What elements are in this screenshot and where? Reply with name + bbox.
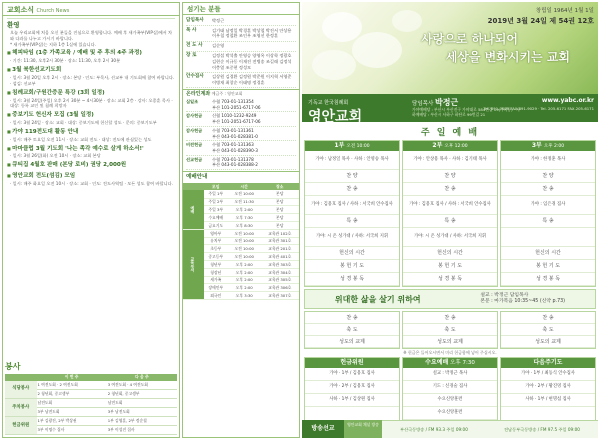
schedule-cell: 오후 8:30 <box>228 221 260 229</box>
worship-panel <box>302 2 598 438</box>
church-address: 가야예배당 : 부산시 부산진구 가야대로 584번길 19(가야동) · 사하예배당 : 부산시 사하구 하단로 99번길 21 <box>412 107 520 117</box>
sermon-box <box>304 289 596 309</box>
service-row <box>5 417 177 426</box>
account-row <box>186 112 296 126</box>
closing-item: 찬 송 <box>501 312 595 324</box>
schedule-cell: 오전 10:00 <box>228 253 260 261</box>
service-time: 오후 12:00 <box>444 144 468 149</box>
staff-names: 박정근 <box>212 17 225 23</box>
news-item-detail: · 일시: 3월 26일(화) 오전 10시 · 장소: 교회 본당 <box>10 153 101 159</box>
church-website[interactable]: www.yabc.or.kr <box>541 97 594 104</box>
staff-row <box>186 16 296 26</box>
sermon-preacher: 설교 : 박정근 담임목사 <box>480 292 529 298</box>
news-item-detail: · 일시: 3월 24일 · 장소: 교회 · 대상: 중보기도에 헌신할 성도 · 문의: 중보기도부 <box>10 120 157 126</box>
order-item: 특 송 <box>305 215 399 228</box>
order-item: 찬 양 <box>305 170 399 183</box>
schedule-cell: 오전 10:00 <box>228 229 260 237</box>
worship-title: 주 일 예 배 <box>420 128 480 138</box>
event-title <box>403 358 497 368</box>
news-item <box>7 112 175 126</box>
order-item: 특 송 <box>403 215 497 228</box>
order-item: 성 경 봉 독 <box>403 273 497 286</box>
news-item-title: ■ 중보기도 헌신자 모집 (3월 일정) <box>7 112 175 120</box>
service-this-week: 남전도회 <box>37 399 107 408</box>
schedule-cell: 오후 2:00 <box>228 206 260 214</box>
service-number: 2부 <box>432 142 445 149</box>
account-number: 부산 101-2051-6717-06 <box>212 104 261 110</box>
event-title-text: 수요예배 <box>425 359 449 366</box>
service-label: 주차봉사 <box>5 399 37 417</box>
order-item: 성 경 봉 독 <box>501 273 595 286</box>
welcome-heading: 환영 <box>7 18 175 30</box>
schedule-cell: 주일 2부 <box>204 198 228 206</box>
staff-names: 김정섭 박석출 안영승 양영옥 이상학 정광호 김현순 이규동 이재진 전병송 조길래 김정석 이충열 조중현 정성모 <box>212 53 292 70</box>
online-holder: 예금주 : 영안교회 <box>211 91 243 97</box>
account-number: 부산 043-01-028388-2 <box>212 162 258 168</box>
footer-bar <box>302 420 598 438</box>
news-item-detail: · 일시: 3월 24일(주일) 오후 2시 30분 ~ 4시30분 · 장소: 교회 2층 · 강사: 오종훈 목사 · 대상: 등록 교인 및 침례 희망자 <box>10 97 173 109</box>
staff-role: 안수집사 <box>186 74 204 80</box>
schedule-cell: 교육관 305호 <box>260 276 299 284</box>
schedule-cell: 교육관 102호 <box>260 229 299 237</box>
news-item <box>7 50 175 64</box>
service-next-week: 3 여전도회 · 4 여전도회 <box>107 381 177 390</box>
radio-info <box>382 420 598 438</box>
pastor-label: 담임목사 <box>412 101 434 107</box>
schedule-cell: 교육관 303호 <box>260 260 299 268</box>
staff-row <box>186 73 296 88</box>
schedule-cell: 주일 3부 <box>204 206 228 214</box>
service-duty-title: 봉사 <box>5 361 21 371</box>
news-item <box>7 173 175 187</box>
event-columns <box>302 357 598 421</box>
church-news-header <box>3 3 179 16</box>
staff-row <box>186 52 296 73</box>
service-time: 오후 2:00 <box>543 144 565 149</box>
order-item: 찬 송 <box>305 183 399 196</box>
schedule-cell: 본당 <box>260 214 299 222</box>
news-list <box>3 16 179 189</box>
online-title: 온라인계좌 <box>186 91 211 98</box>
event-line: 수요신앙훈련 <box>403 407 497 420</box>
service-this-week: 2 청년회, 중고생부 <box>37 390 107 399</box>
account-numbers <box>212 113 261 124</box>
flower-petal <box>352 32 402 68</box>
order-item: 헌신의 시간 <box>501 247 595 260</box>
news-item-title: ■ 큐티집 4월호 판매 (본당 로비) 권당 2,000원 <box>7 162 175 170</box>
account-number: 수협 703-01-131378 <box>212 156 254 162</box>
worship-column-header <box>403 141 497 151</box>
worship-column-header <box>501 141 595 151</box>
flower-petal <box>392 10 422 32</box>
schedule-cell: 오후 2:00 <box>228 260 260 268</box>
news-item <box>7 129 175 143</box>
account-row <box>186 98 296 112</box>
schedule-cell: 외국인 <box>204 292 228 300</box>
service-number: 3부 <box>531 142 544 149</box>
logo-subtitle: 기독교 한국침례회 <box>308 100 349 106</box>
service-leader: 가야 : 남정일 목사 · 사하 : 안영승 목사 <box>305 151 399 170</box>
schedule-cell: 수요예배 <box>204 214 228 222</box>
closing-item: 축 도 <box>305 324 399 336</box>
schedule-cell: 새가족 <box>204 276 228 284</box>
order-item: 가야 : 임은경 집사 <box>501 196 595 215</box>
account-numbers <box>212 157 258 168</box>
schedule-cell: 교육관 201호 <box>260 245 299 253</box>
closing-item: 성도의 교제 <box>305 336 399 348</box>
flower-petal <box>322 12 362 42</box>
welcome-text: 오늘 우리교회에 처음 오신 분들을 진심으로 환영합니다. 예배 후 새가족부(VIP실)에서 차와 다과를 나누고 가시기 바랍니다. <box>10 29 173 41</box>
schedule-cell: 교육관 307호 <box>260 292 299 300</box>
service-this-week: 1 여전도회 · 2 여전도회 <box>37 381 107 390</box>
svc-header-this: 이 번 주 <box>37 374 107 381</box>
staff-role: 장 로 <box>186 53 197 59</box>
staff-names: 김순영 <box>212 43 225 49</box>
closing-column <box>304 311 400 349</box>
order-item: 가야: 시 온 성가대 / 사하: 서국희 지휘 <box>305 228 399 247</box>
service-leader: 가야 : 한정훈 목사 <box>501 151 595 170</box>
account-numbers <box>212 99 261 110</box>
news-item-detail: · 일시: 매주 토요일 오전 11시 · 장소: 교회 전도 · 대상: 전도에 관심있는 성도 <box>10 136 152 142</box>
order-item: 헌신의 시간 <box>403 247 497 260</box>
schedule-cell: 중고등부 <box>204 253 228 261</box>
event-time: 오후 7:30 <box>448 360 475 366</box>
founding-date: 창립일 1964년 1월 1일 <box>535 8 594 14</box>
news-item-title: ■ 3월 북한선교기도회 <box>7 67 175 75</box>
news-item-detail: · 기간: 11:30, 오후2시 30분 · 장소: 11:30, 오후 2시 30분 <box>10 58 121 64</box>
closing-column <box>500 311 596 349</box>
closing-item: 성도의 교제 <box>403 336 497 348</box>
church-phone: Tel. 891-7025 FAX.891-9029 · Tel. 205-6171 FAX.205-6171 <box>483 106 594 111</box>
order-item: 찬 송 <box>403 183 497 196</box>
schedule-cell: 오후 7:30 <box>228 214 260 222</box>
account-row <box>186 141 296 155</box>
channel-label: 영안교회 채널 방송 <box>344 420 382 438</box>
news-item <box>7 90 175 110</box>
service-duty-table <box>5 362 177 435</box>
schedule-cell: 영아부 <box>204 229 228 237</box>
event-line: 가야 · 2부 / 황진영 집사 <box>501 381 595 394</box>
worship-column-header <box>305 141 399 151</box>
service-number: 1부 <box>334 142 347 149</box>
slogan-line-2: 세상을 변화시키는 교회 <box>445 50 570 64</box>
news-item-title: ■ 영안교회 전도(섬김) 모임 <box>7 173 175 181</box>
staff-role: 담임목사 <box>186 17 204 23</box>
staff-list <box>183 15 299 89</box>
service-leader: 가야 : 안상용 목사 · 사하 : 김기태 목사 <box>403 151 497 170</box>
account-number: 부산 043-01-028390-3 <box>212 147 258 153</box>
account-number: 부산 043-01-028381-0 <box>212 133 258 139</box>
pastor-name: 박정근 <box>435 98 459 107</box>
wk-h3: 장소 <box>260 183 299 190</box>
welcome-note: * 새가족부(VIP실)는 지하 1층 1실에 있습니다. <box>10 41 96 47</box>
account-type: 선교헌금 <box>186 156 203 162</box>
staff-role: 목 사 <box>186 27 197 33</box>
event-title <box>501 358 595 368</box>
worship-column <box>500 140 596 287</box>
service-next-week: 3부 이성진 집사 <box>107 426 177 435</box>
schedule-group: 교육부서 <box>183 229 204 299</box>
closing-item: 찬 송 <box>305 312 399 324</box>
service-time: 오전 10:00 <box>346 144 370 149</box>
schedule-cell: 교육관 401호 <box>260 253 299 261</box>
order-item: 봉 헌 기 도 <box>403 260 497 273</box>
order-item: 특 송 <box>501 215 595 228</box>
schedule-cell: 오전 10:00 <box>228 237 260 245</box>
schedule-cell: 주일 1부 <box>204 190 228 198</box>
account-number: 부산 101-2051-6717-06 <box>212 119 261 125</box>
schedule-cell: 유치부 <box>204 237 228 245</box>
schedule-cell: 오전 10:00 <box>228 190 260 198</box>
worship-column <box>402 140 498 287</box>
service-this-week: 3부 이명수 집사 <box>37 426 107 435</box>
offering-note: ※ 헌금은 들어오시면서 미리 헌금함에 넣어 주십시오. <box>403 350 497 355</box>
schedule-cell: 초등부 <box>204 245 228 253</box>
slogan-line-1: 사랑으로 하나되어 <box>421 32 518 46</box>
order-item: 성 경 봉 독 <box>305 273 399 286</box>
account-numbers <box>212 128 258 139</box>
wk-h2: 시간 <box>228 183 260 190</box>
service-this-week: 1부 김광진, 2부 박상권 <box>37 417 107 426</box>
radio-fm1: 부산극동방송 / FM 93.3 주일 09:00 <box>400 426 468 432</box>
event-column <box>304 357 400 421</box>
issue-date: 2019년 3월 24일 제 54권 12호 <box>487 17 594 25</box>
schedule-cell: 청년부 <box>204 260 228 268</box>
account-number: 수협 703-01-131363 <box>212 142 254 148</box>
order-item: 가야 : 김용호 집사 / 사하 : 서국희 안수집사 <box>403 196 497 215</box>
event-line: 가야 · 1부 / 김용호 집사 <box>305 368 399 381</box>
schedule-cell: 본당 <box>260 221 299 229</box>
news-item-title: ■ 가야 119전도대 활동 안내 <box>7 129 175 137</box>
sermon-scripture: 본문 : 마가복음 10:35~45 (신약 p.73) <box>480 299 566 304</box>
schedule-cell: 장애인부 <box>204 284 228 292</box>
schedule-cell: 금요기도 <box>204 221 228 229</box>
closing-item: 찬 송 <box>403 312 497 324</box>
event-title-text: 다음주기도 <box>533 359 563 366</box>
service-next-week: 2 청년회, 중고생부 <box>107 390 177 399</box>
schedule-cell: 청장년 <box>204 268 228 276</box>
news-item-title: ■ 침례교회/구원간증문 특강 (3회 일정) <box>7 90 175 98</box>
logo-text: 영안교회 <box>308 109 363 125</box>
account-numbers <box>212 142 258 153</box>
order-item: 봉 헌 기 도 <box>305 260 399 273</box>
schedule-cell: 오전 11:30 <box>228 198 260 206</box>
weekly-title: 예배안내 <box>183 171 299 183</box>
order-item: 가야 : 김용호 집사 / 사하 : 서국희 안수집사 <box>305 196 399 215</box>
worship-columns <box>302 140 598 287</box>
schedule-cell: 본당 <box>260 198 299 206</box>
service-next-week: 1부 김영훈, 2부 정순철 <box>107 417 177 426</box>
staff-row <box>186 42 296 52</box>
event-line: 사하 · 1부 / 김상원 집사 <box>305 394 399 407</box>
closing-order <box>302 311 598 349</box>
news-item-detail: · 일시: 3월 20일 오후 2시 · 장소: 본당 · 인도: 부목사, 선교부 내 기도회에 참여 바랍니다. · 섬김: 선교부 <box>10 74 175 86</box>
service-label: 식당봉사 <box>5 381 37 399</box>
weekly-schedule <box>183 171 299 300</box>
broadcast-label: 방송선교 <box>302 420 344 438</box>
account-number: 수협 703-01-131361 <box>212 127 254 133</box>
schedule-cell: 본당 <box>260 190 299 198</box>
wk-h1: 모임 <box>204 183 228 190</box>
order-item: 찬 양 <box>403 170 497 183</box>
closing-item: 성도의 교제 <box>501 336 595 348</box>
schedule-cell: 교육관 301호 <box>260 237 299 245</box>
account-type: 감사헌금 <box>186 127 203 133</box>
order-item: 찬 송 <box>501 183 595 196</box>
news-item-detail: · 일시: 매주 화요일 오전 10시 · 장소: 교회 · 인도: 전도사역팀 · 모든 성도 참여 바랍니다. <box>10 181 173 187</box>
schedule-cell: 오전 10:00 <box>228 245 260 253</box>
church-news-title-en: Church News <box>36 8 70 14</box>
online-accounts <box>183 89 299 171</box>
staff-role: 전 도 사 <box>186 43 203 49</box>
event-line: 사하 · 1부 / 현명섭 집사 <box>501 394 595 407</box>
staff-names: 김기태 남정일 박경훈 박상철 박진서 안상용 이우철 정철환 조인우 조영선 한정훈 <box>212 27 292 39</box>
event-title-text: 헌금위원 <box>340 359 364 366</box>
news-item-title: ■ 마마클럽 3월 기도회 '나는 족각 예수로 살게 하소서!' <box>7 146 175 154</box>
service-next-week: 3부 남전도회 <box>107 408 177 417</box>
account-type: 비전헌금 <box>186 142 203 148</box>
closing-item: 축 도 <box>403 324 497 336</box>
news-item <box>7 146 175 160</box>
account-row <box>186 127 296 141</box>
account-row <box>186 156 296 170</box>
schedule-row <box>183 229 299 237</box>
schedule-cell: 오후 2:00 <box>228 284 260 292</box>
closing-column <box>402 311 498 349</box>
event-column <box>402 357 498 421</box>
event-line: 수요신앙훈련 <box>403 394 497 407</box>
service-row <box>5 399 177 408</box>
schedule-cell: 교육관 306호 <box>260 284 299 292</box>
schedule-cell: 오후 2:00 <box>228 268 260 276</box>
svc-header-next: 다 음 주 <box>107 374 177 381</box>
schedule-row <box>183 190 299 198</box>
event-line: 설교 : 박정근 목사 <box>403 368 497 381</box>
service-row <box>5 381 177 390</box>
event-column <box>500 357 596 421</box>
staff-row <box>186 26 296 41</box>
sermon-info <box>480 293 565 306</box>
account-number: 신협 1010-1232-9249 <box>212 113 257 119</box>
flower-petal <box>312 50 356 80</box>
news-item <box>7 67 175 87</box>
wk-h0 <box>183 183 204 190</box>
event-line: 가야 · 2부 / 김용호 집사 <box>305 381 399 394</box>
svc-header-blank <box>5 374 37 381</box>
church-info-band <box>302 94 598 125</box>
radio-fm2: 전남동부극동방송 / FM 97.5 주일 09:00 <box>504 426 580 432</box>
order-item: 봉 헌 기 도 <box>501 260 595 273</box>
church-news-title: 교회소식 <box>7 6 35 14</box>
staff-title: 섬기는 분들 <box>183 3 299 15</box>
staff-panel <box>182 2 300 438</box>
news-item-title: ■ 헤피타임 (1층 가족교육 / 예배 및 주 후의 4주 과정) <box>7 50 175 58</box>
service-label: 헌금위원 <box>5 417 37 435</box>
church-logo <box>308 99 362 126</box>
service-next-week: 남전도회 <box>107 399 177 408</box>
service-this-week: 3부 남전도회 <box>37 408 107 417</box>
schedule-group: 예배 <box>183 190 204 229</box>
order-item <box>501 228 595 247</box>
worship-column <box>304 140 400 287</box>
schedule-cell: 오후 2:00 <box>228 276 260 284</box>
event-title <box>305 358 399 368</box>
staff-names: 김상원 김경환 김정원 박준원 이지혁 서영준 이병재 최창순 이태명 정경훈 <box>212 74 292 85</box>
order-item: 가야: 시 온 성가대 / 사하: 서국희 지휘 <box>403 228 497 247</box>
closing-item: 축 도 <box>501 324 595 336</box>
account-type: 감사헌금 <box>186 113 203 119</box>
event-line: 가야 · 1부 / 최동식 안수집사 <box>501 368 595 381</box>
news-item <box>7 162 175 170</box>
schedule-cell: 오후 3:30 <box>228 292 260 300</box>
church-news-panel <box>2 2 180 438</box>
sermon-title: 위대한 삶을 살기 위하여 <box>334 294 421 304</box>
order-item: 헌신의 시간 <box>305 247 399 260</box>
order-item: 찬 양 <box>501 170 595 183</box>
hero-banner <box>302 2 598 94</box>
event-line: 기도 : 신경술 집사 <box>403 381 497 394</box>
account-number: 수협 703-01-131354 <box>212 99 254 105</box>
schedule-cell: 본당 <box>260 206 299 214</box>
schedule-cell: 교육관 304호 <box>260 268 299 276</box>
account-type: 십일조 <box>186 99 199 105</box>
